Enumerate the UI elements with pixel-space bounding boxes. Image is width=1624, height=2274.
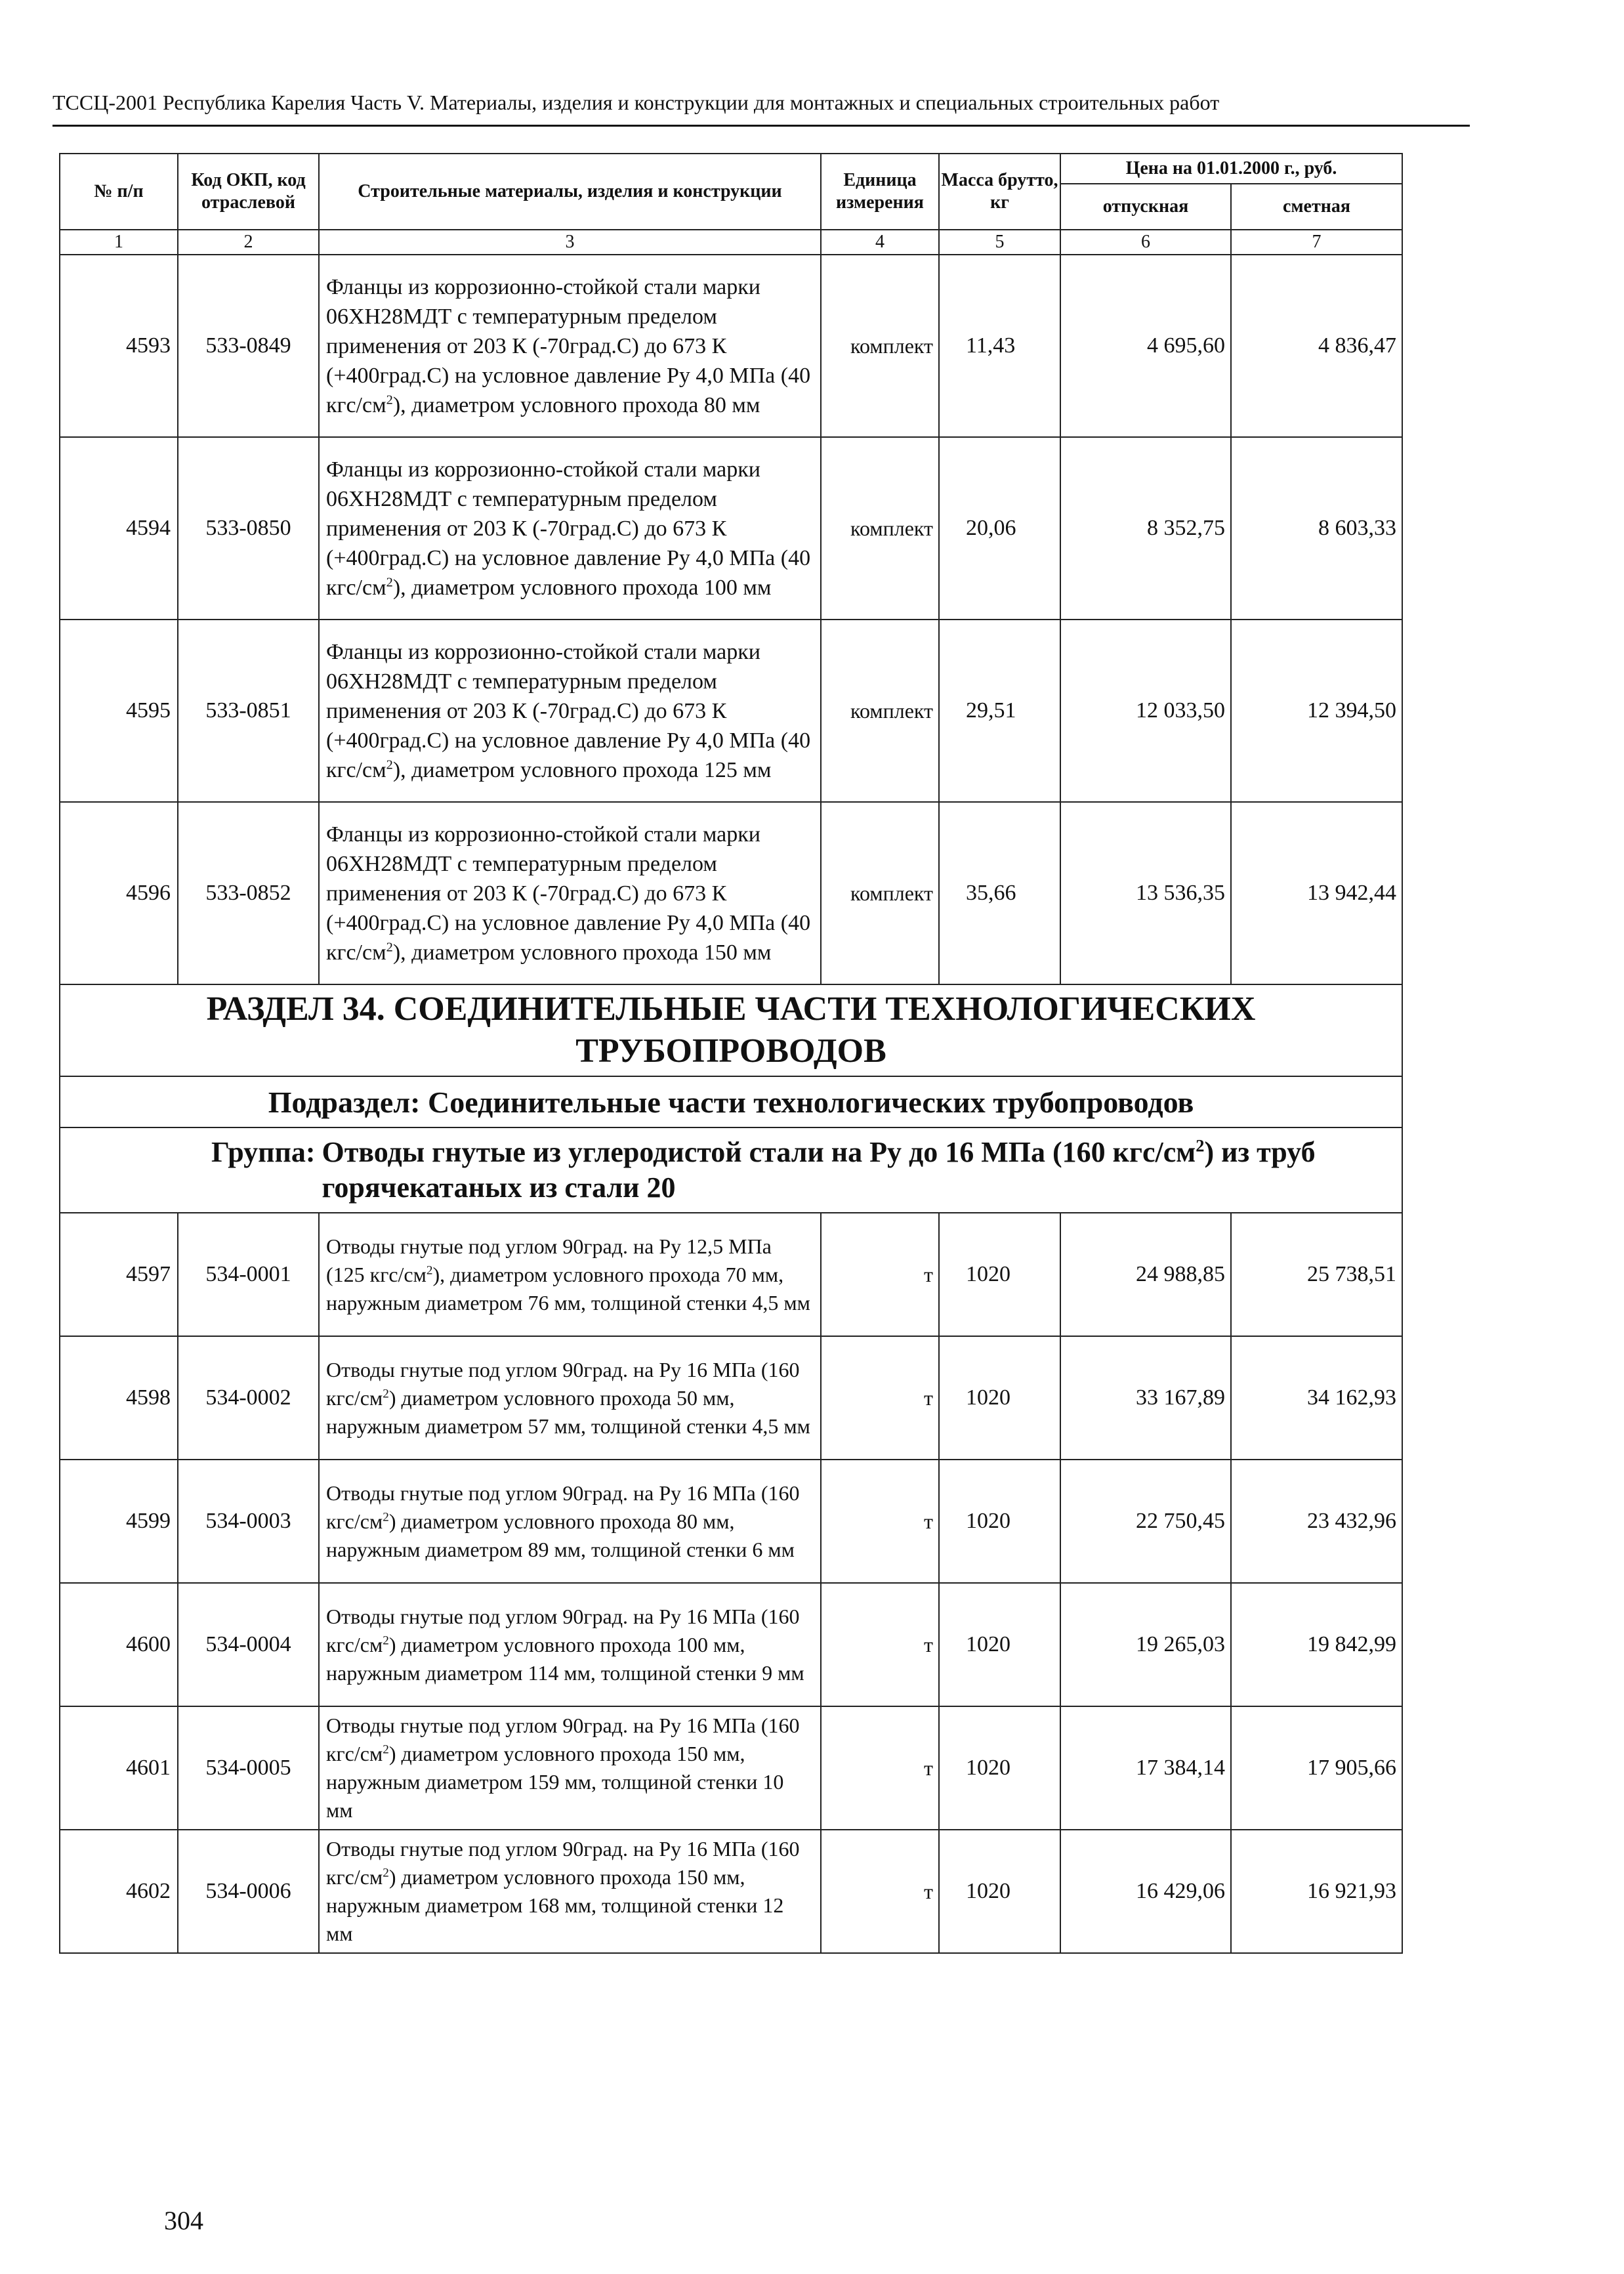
row-description: Отводы гнутые под углом 90град. на Ру 16 МПа (160 кгс/$см^2$) диаметром условного прохода 150 мм, наружным диаметром 168 мм, толщиной стенки 12 мм bbox=[319, 1830, 821, 1953]
row-price-release: 16 429,06 bbox=[1060, 1830, 1231, 1953]
row-number: 4601 bbox=[60, 1706, 178, 1830]
row-price-release: 33 167,89 bbox=[1060, 1336, 1231, 1460]
row-number: 4602 bbox=[60, 1830, 178, 1953]
table-row bbox=[60, 1213, 1402, 1336]
row-mass: 20,06 bbox=[939, 437, 1060, 620]
row-mass: 29,51 bbox=[939, 620, 1060, 802]
row-number: 4596 bbox=[60, 802, 178, 984]
row-number: 4594 bbox=[60, 437, 178, 620]
row-number: 4599 bbox=[60, 1460, 178, 1583]
col-number: 2 bbox=[178, 230, 319, 255]
row-code: 533-0851 bbox=[178, 620, 319, 802]
page-header: ТССЦ-2001 Республика Карелия Часть V. Материалы, изделия и конструкции для монтажных и специальных строительных работ bbox=[52, 91, 1220, 114]
row-code: 534-0006 bbox=[178, 1830, 319, 1953]
row-price-release: 17 384,14 bbox=[1060, 1706, 1231, 1830]
row-price-estimate: 19 842,99 bbox=[1231, 1583, 1402, 1706]
col-header-mass: Масса брутто, кг bbox=[939, 154, 1060, 230]
row-mass: 1020 bbox=[939, 1213, 1060, 1336]
row-unit: т bbox=[821, 1460, 939, 1583]
row-mass: 1020 bbox=[939, 1706, 1060, 1830]
row-price-release: 8 352,75 bbox=[1060, 437, 1231, 620]
row-price-release: 12 033,50 bbox=[1060, 620, 1231, 802]
row-description: Фланцы из коррозионно-стойкой стали марки 06ХН28МДТ с температурным пределом применения от 203 К (-70град.С) до 673 К (+400град.С) на условное давление Ру 4,0 МПа (40 кгс/$см^2$), диаметром условного прохода 80 мм bbox=[319, 255, 821, 437]
row-code: 534-0001 bbox=[178, 1213, 319, 1336]
row-number: 4593 bbox=[60, 255, 178, 437]
row-price-estimate: 16 921,93 bbox=[1231, 1830, 1402, 1953]
table-row bbox=[60, 1830, 1402, 1953]
page-number: 304 bbox=[164, 2206, 203, 2235]
row-description: Отводы гнутые под углом 90град. на Ру 12,5 МПа (125 кгс/$см^2$), диаметром условного прохода 70 мм, наружным диаметром 76 мм, толщиной стенки 4,5 мм bbox=[319, 1213, 821, 1336]
row-price-release: 19 265,03 bbox=[1060, 1583, 1231, 1706]
row-price-estimate: 12 394,50 bbox=[1231, 620, 1402, 802]
col-header-unit: Единица измерения bbox=[821, 154, 939, 230]
row-price-estimate: 23 432,96 bbox=[1231, 1460, 1402, 1583]
row-unit: т bbox=[821, 1583, 939, 1706]
col-number: 3 bbox=[319, 230, 821, 255]
table-row bbox=[60, 620, 1402, 802]
table-row bbox=[60, 1460, 1402, 1583]
row-unit: т bbox=[821, 1336, 939, 1460]
col-number: 4 bbox=[821, 230, 939, 255]
table-row bbox=[60, 1336, 1402, 1460]
row-price-release: 22 750,45 bbox=[1060, 1460, 1231, 1583]
row-number: 4600 bbox=[60, 1583, 178, 1706]
row-unit: т bbox=[821, 1706, 939, 1830]
row-number: 4597 bbox=[60, 1213, 178, 1336]
row-price-release: 13 536,35 bbox=[1060, 802, 1231, 984]
col-header-name: Строительные материалы, изделия и конструкции bbox=[319, 154, 821, 230]
col-header-price: Цена на 01.01.2000 г., руб. bbox=[1060, 154, 1402, 184]
column-number-row bbox=[60, 230, 1402, 255]
row-mass: 1020 bbox=[939, 1336, 1060, 1460]
row-price-estimate: 34 162,93 bbox=[1231, 1336, 1402, 1460]
subsection-title: Подраздел: Соединительные части технологических трубопроводов bbox=[60, 1076, 1402, 1127]
row-mass: 11,43 bbox=[939, 255, 1060, 437]
row-price-estimate: 17 905,66 bbox=[1231, 1706, 1402, 1830]
row-unit: комплект bbox=[821, 437, 939, 620]
section-heading-row bbox=[60, 984, 1402, 1076]
row-mass: 1020 bbox=[939, 1830, 1060, 1953]
row-unit: т bbox=[821, 1830, 939, 1953]
row-description: Фланцы из коррозионно-стойкой стали марки 06ХН28МДТ с температурным пределом применения от 203 К (-70град.С) до 673 К (+400град.С) на условное давление Ру 4,0 МПа (40 кгс/$см^2$), диаметром условного прохода 100 мм bbox=[319, 437, 821, 620]
row-number: 4598 bbox=[60, 1336, 178, 1460]
row-mass: 35,66 bbox=[939, 802, 1060, 984]
row-price-estimate: 25 738,51 bbox=[1231, 1213, 1402, 1336]
row-mass: 1020 bbox=[939, 1460, 1060, 1583]
row-code: 534-0003 bbox=[178, 1460, 319, 1583]
row-code: 533-0849 bbox=[178, 255, 319, 437]
col-number: 6 bbox=[1060, 230, 1231, 255]
col-header-okp: Код ОКП, код отраслевой bbox=[178, 154, 319, 230]
col-number: 7 bbox=[1231, 230, 1402, 255]
group-text: Отводы гнутые из углеродистой стали на Ру до 16 МПа (160 кгс/$см^2$) из труб горячекатаных из стали 20 bbox=[322, 1135, 1316, 1204]
row-description: Отводы гнутые под углом 90град. на Ру 16 МПа (160 кгс/$см^2$) диаметром условного прохода 150 мм, наружным диаметром 159 мм, толщиной стенки 10 мм bbox=[319, 1706, 821, 1830]
table-row bbox=[60, 437, 1402, 620]
col-number: 5 bbox=[939, 230, 1060, 255]
price-table bbox=[59, 153, 1403, 1954]
table-row bbox=[60, 802, 1402, 984]
row-code: 534-0005 bbox=[178, 1706, 319, 1830]
row-unit: комплект bbox=[821, 802, 939, 984]
row-number: 4595 bbox=[60, 620, 178, 802]
row-code: 533-0850 bbox=[178, 437, 319, 620]
row-code: 534-0002 bbox=[178, 1336, 319, 1460]
row-price-release: 24 988,85 bbox=[1060, 1213, 1231, 1336]
row-price-estimate: 8 603,33 bbox=[1231, 437, 1402, 620]
row-price-release: 4 695,60 bbox=[1060, 255, 1231, 437]
table-row bbox=[60, 1583, 1402, 1706]
col-number: 1 bbox=[60, 230, 178, 255]
row-description: Отводы гнутые под углом 90град. на Ру 16 МПа (160 кгс/$см^2$) диаметром условного прохода 80 мм, наружным диаметром 89 мм, толщиной стенки 6 мм bbox=[319, 1460, 821, 1583]
col-header-no: № п/п bbox=[60, 154, 178, 230]
row-unit: т bbox=[821, 1213, 939, 1336]
row-description: Отводы гнутые под углом 90град. на Ру 16 МПа (160 кгс/$см^2$) диаметром условного прохода 100 мм, наружным диаметром 114 мм, толщиной стенки 9 мм bbox=[319, 1583, 821, 1706]
group-title bbox=[60, 1127, 1402, 1213]
col-header-price-release: отпускная bbox=[1060, 184, 1231, 230]
row-description: Отводы гнутые под углом 90град. на Ру 16 МПа (160 кгс/$см^2$) диаметром условного прохода 50 мм, наружным диаметром 57 мм, толщиной стенки 4,5 мм bbox=[319, 1336, 821, 1460]
row-price-estimate: 13 942,44 bbox=[1231, 802, 1402, 984]
header-rule bbox=[52, 125, 1470, 127]
row-price-estimate: 4 836,47 bbox=[1231, 255, 1402, 437]
row-mass: 1020 bbox=[939, 1583, 1060, 1706]
row-unit: комплект bbox=[821, 620, 939, 802]
row-description: Фланцы из коррозионно-стойкой стали марки 06ХН28МДТ с температурным пределом применения от 203 К (-70град.С) до 673 К (+400град.С) на условное давление Ру 4,0 МПа (40 кгс/$см^2$), диаметром условного прохода 150 мм bbox=[319, 802, 821, 984]
row-code: 534-0004 bbox=[178, 1583, 319, 1706]
row-description: Фланцы из коррозионно-стойкой стали марки 06ХН28МДТ с температурным пределом применения от 203 К (-70град.С) до 673 К (+400град.С) на условное давление Ру 4,0 МПа (40 кгс/$см^2$), диаметром условного прохода 125 мм bbox=[319, 620, 821, 802]
table-row bbox=[60, 1706, 1402, 1830]
row-unit: комплект bbox=[821, 255, 939, 437]
col-header-price-estimate: сметная bbox=[1231, 184, 1402, 230]
table-row bbox=[60, 255, 1402, 437]
section-title: РАЗДЕЛ 34. СОЕДИНИТЕЛЬНЫЕ ЧАСТИ ТЕХНОЛОГИЧЕСКИХ ТРУБОПРОВОДОВ bbox=[60, 984, 1402, 1076]
row-code: 533-0852 bbox=[178, 802, 319, 984]
group-heading-row bbox=[60, 1127, 1402, 1213]
group-label: Группа: bbox=[211, 1136, 316, 1168]
subsection-heading-row bbox=[60, 1076, 1402, 1127]
